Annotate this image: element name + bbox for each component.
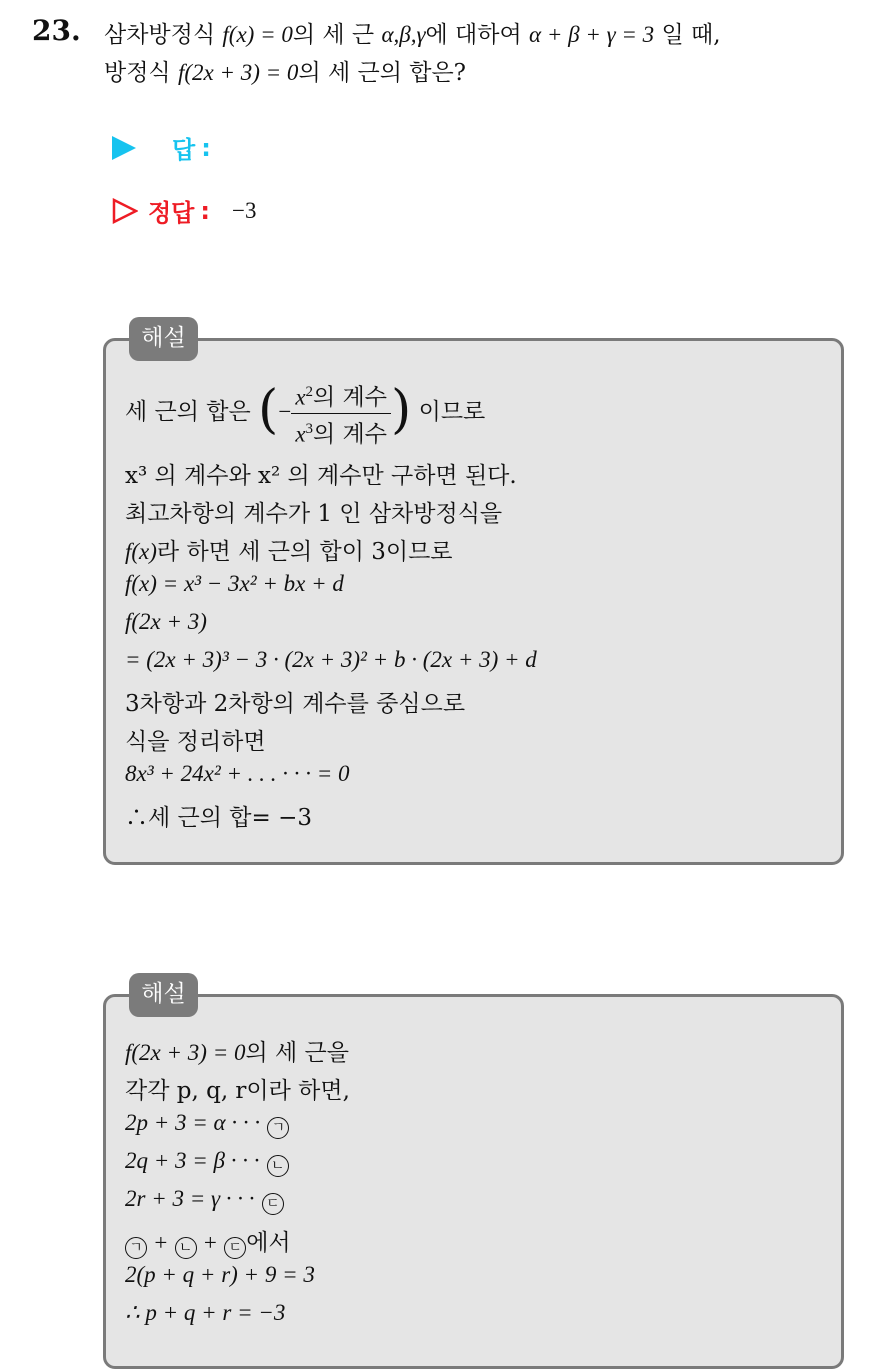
minus-sign: − [278, 399, 292, 425]
answer-colon: : [201, 133, 211, 162]
exp1-line-8: 3차항과 2차항의 계수를 중심으로 [125, 691, 466, 717]
exp1-line-7: = (2x + 3)³ − 3 · (2x + 3)² + b · (2x + 3) + d [125, 647, 537, 672]
exp1-line-1: 세 근의 합은 (− $\frac{x^2의 계수}{x^3의 계수}$ ) 이므로 [125, 378, 485, 448]
outline-triangle-icon [112, 198, 138, 224]
exp1-line-2: x³ 의 계수와 x² 의 계수만 구하면 된다. [125, 463, 517, 489]
question-line-1: 삼차방정식 f(x) = 0의 세 근 α,β,γ에 대하여 α + β + γ = 3 일 때, [104, 22, 721, 48]
exp2-line-1: f(2x + 3) = 0의 세 근을 [125, 1040, 349, 1066]
explanation-tag-1: 해설 [129, 317, 198, 361]
exp1-line-11: ∴세 근의 합= −3 [125, 805, 312, 831]
correct-answer-row [112, 193, 256, 228]
correct-answer-colon: : [200, 196, 210, 225]
circled-digeut-icon: ㄷ [224, 1237, 246, 1259]
correct-answer-value: −3 [231, 197, 257, 223]
explanation-tag-2: 해설 [129, 973, 198, 1017]
right-paren: ) [391, 380, 412, 441]
circled-giyeok-icon: ㄱ [267, 1117, 289, 1139]
circled-nieun-icon: ㄴ [175, 1237, 197, 1259]
circled-nieun-icon: ㄴ [267, 1155, 289, 1177]
exp1-line-5: f(x) = x³ − 3x² + bx + d [125, 571, 344, 596]
exp1-line-4: f(x)라 하면 세 근의 합이 3이므로 [125, 539, 453, 565]
question-line-2: 방정식 f(2x + 3) = 0의 세 근의 합은? [104, 60, 467, 86]
exp2-line-6: ㄱ + ㄴ + ㄷ 에서 [125, 1224, 291, 1259]
exp1-line-10: 8x³ + 24x² + . . . · · · = 0 [125, 761, 350, 786]
left-paren: ( [258, 380, 279, 441]
question-number: 23. [32, 14, 81, 47]
coefficient-fraction: $\frac{x^2의 계수}{x^3의 계수}$ [291, 378, 391, 448]
play-triangle-icon [112, 136, 136, 160]
exp1-line-6: f(2x + 3) [125, 609, 207, 634]
exp2-line-5: 2r + 3 = γ · · · ㄷ [125, 1186, 284, 1215]
answer-row [112, 130, 211, 165]
circled-digeut-icon: ㄷ [262, 1193, 284, 1215]
exp2-line-2: 각각 p, q, r이라 하면, [125, 1078, 350, 1104]
exp1-line-3: 최고차항의 계수가 1 인 삼차방정식을 [125, 501, 503, 527]
exp2-line-3: 2p + 3 = α · · · ㄱ [125, 1110, 289, 1139]
circled-giyeok-icon: ㄱ [125, 1237, 147, 1259]
exp2-line-4: 2q + 3 = β · · · ㄴ [125, 1148, 289, 1177]
exp1-line-9: 식을 정리하면 [125, 729, 266, 755]
exp2-line-7: 2(p + q + r) + 9 = 3 [125, 1262, 315, 1287]
correct-answer-label: 정답 [148, 199, 195, 227]
answer-label: 답 [172, 136, 196, 164]
exp2-line-8: ∴ p + q + r = −3 [125, 1300, 286, 1325]
